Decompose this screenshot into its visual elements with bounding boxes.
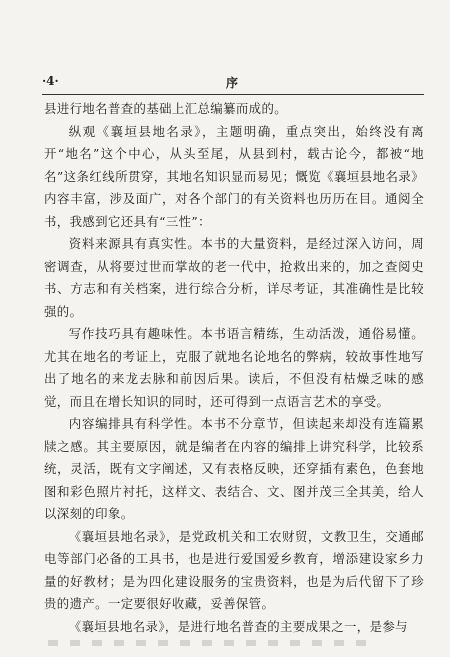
page-number: ·4· (42, 74, 59, 88)
paragraph-5: 内容编排具有科学性。本书不分章节，但读起来却没有连篇累牍之感。其主要原因，就是编者在内容的编排上讲究科学，比较系统，灵活，既有文字阐述，又有表格反映，还穿插有素色，色套地图和彩色照片衬托，这样文、表结合、文、图并茂三全其美，给人以深刻的印象。 (44, 416, 424, 521)
running-title: 序 (225, 76, 238, 90)
paragraph-1: 县进行地名普查的基础上汇总编纂而成的。 (44, 101, 288, 116)
paragraph-7: 《襄垣县地名录》，是进行地名普查的主要成果之一，是参与 (68, 618, 408, 634)
body-text (44, 98, 424, 638)
scan-artifact (48, 640, 378, 646)
page-header (42, 74, 422, 94)
paragraph-2: 纵观《襄垣县地名录》，主题明确，重点突出，始终没有离开“地名”这个中心，从头至尾，从县到村，载古论今，都被“地名”这条红线所贯穿，其地名知识显而易见；慨览《襄垣县地名录》内容丰富，涉及面广，对各个部门的有关资料也历历在目。通阅全书，我感到它还具有“三性”： (44, 123, 424, 229)
header-rule (42, 94, 424, 95)
paragraph-4: 写作技巧具有趣味性。本书语言精练，生动活泼，通俗易懂。尤其在地名的考证上，克服了就地名论地名的弊病，较故事性地写出了地名的来龙去脉和前因后果。读后，不但没有枯燥乏味的感觉，而且在增长知识的同时，还可得到一点语言艺术的享受。 (44, 326, 424, 409)
paragraph-6: 《襄垣县地名录》，是党政机关和工农财贸，文教卫生，交通邮电等部门必备的工具书，也是进行爱国爱乡教育，增添建设家乡力量的好教材；是为四化建设服务的宝贵资料，也是为后代留下了珍贵的遗产。一定要很好收藏，妥善保管。 (44, 528, 424, 611)
paragraph-3: 资料来源具有真实性。本书的大量资料，是经过深入访问，周密调查，从将要过世而掌故的老一代中，抢救出来的，加之查阅史书、方志和有关档案，进行综合分析，详尽考证，其准确性是比较强的。 (44, 236, 424, 319)
